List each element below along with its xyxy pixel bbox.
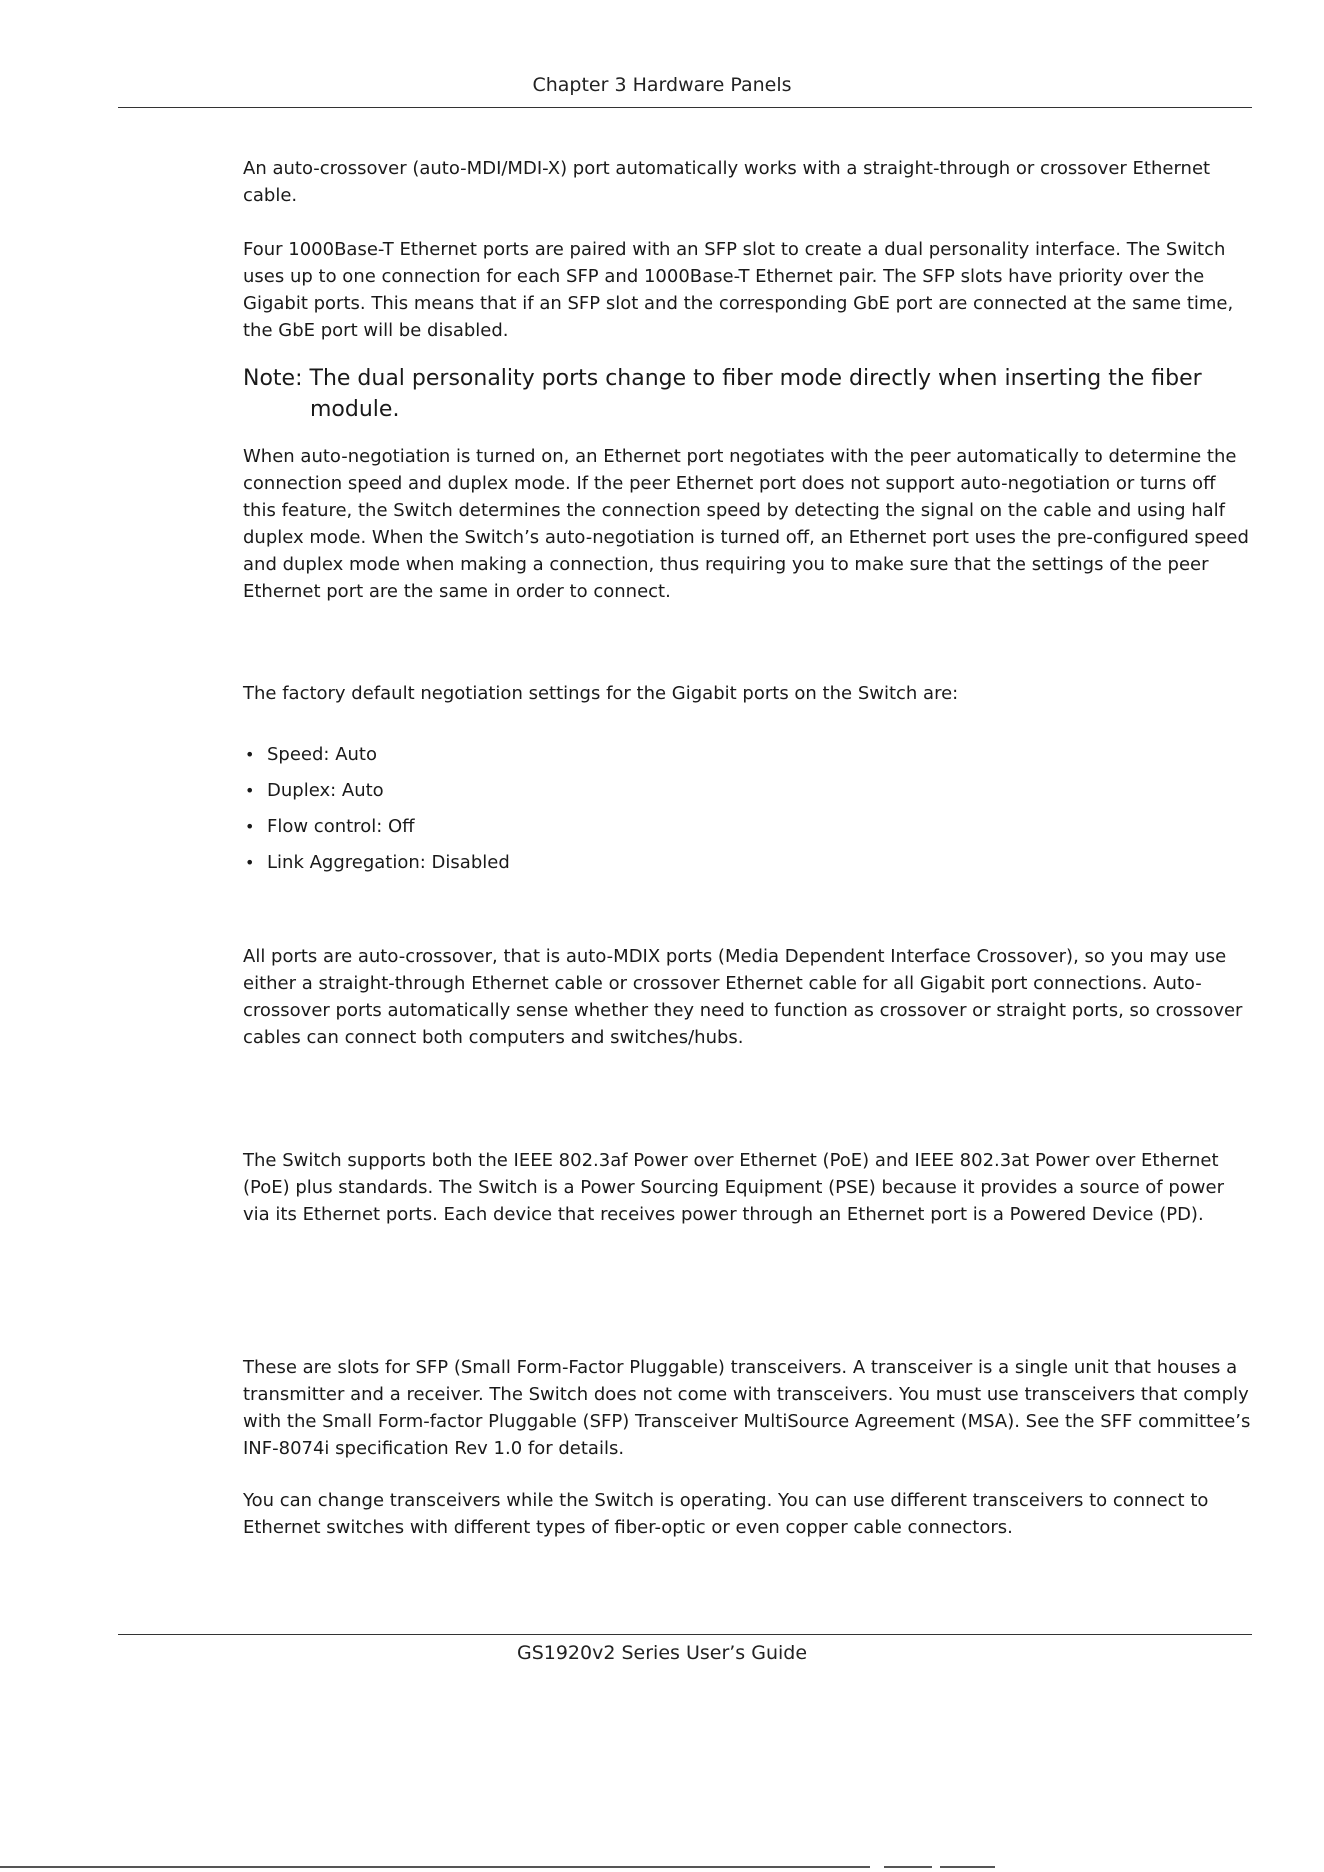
note-label: Note: — [243, 366, 303, 391]
list-item: • Flow control: Off — [243, 809, 1143, 845]
footer-rule — [118, 1634, 1252, 1635]
note-text-line2: module. — [310, 397, 400, 422]
paragraph-auto-mdix: All ports are auto-crossover, that is auto-MDIX ports (Media Dependent Interface Crossover), so you may use either a straight-through Ethernet cable or crossover Ethernet cable for all Gigabit port connections. Auto-crossover ports automatically sense whether they need to function as crossover or straight ports, so crossover cables can connect both computers and switches/hubs. — [243, 946, 1243, 1048]
note-dual-personality — [243, 363, 1253, 425]
paragraph-default-settings: The factory default negotiation settings for the Gigabit ports on the Switch are: — [243, 683, 959, 704]
paragraph-auto-negotiation: When auto-negotiation is turned on, an Ethernet port negotiates with the peer automatically to determine the connection speed and duplex mode. If the peer Ethernet port does not support auto-negotiation or turns off this feature, the Switch determines the connection speed by detecting the signal on the cable and using half duplex mode. When the Switch’s auto-negotiation is turned off, an Ethernet port uses the pre-configured speed and duplex mode when making a connection, thus requiring you to make sure that the settings of the peer Ethernet port are the same in order to connect. — [243, 446, 1249, 602]
default-settings-list — [243, 737, 1143, 881]
list-item: • Link Aggregation: Disabled — [243, 845, 1143, 881]
paragraph-dual-personality: Four 1000Base-T Ethernet ports are paired with an SFP slot to create a dual personality interface. The Switch uses up to one connection for each SFP and 1000Base-T Ethernet pair. The SFP slots have priority over the Gigabit ports. This means that if an SFP slot and the corresponding GbE port are connected at the same time, the GbE port will be disabled. — [243, 239, 1234, 341]
scan-edge-line — [940, 1866, 995, 1868]
page-header: Chapter 3 Hardware Panels — [532, 74, 792, 96]
header-rule — [118, 107, 1252, 108]
paragraph-sfp-slots: These are slots for SFP (Small Form-Factor Pluggable) transceivers. A transceiver is a single unit that houses a transmitter and a receiver. The Switch does not come with transceivers. You must use transceivers that comply with the Small Form-factor Pluggable (SFP) Transceiver MultiSource Agreement (MSA). See the SFF committee’s INF-8074i specification Rev 1.0 for details. — [243, 1357, 1251, 1459]
page-footer: GS1920v2 Series User’s Guide — [516, 1642, 808, 1664]
note-text-line1: The dual personality ports change to fiber mode directly when inserting the fiber — [309, 366, 1202, 391]
paragraph-auto-crossover-intro: An auto-crossover (auto-MDI/MDI-X) port automatically works with a straight-through or crossover Ethernet cable. — [243, 158, 1211, 206]
list-item: • Speed: Auto — [243, 737, 1143, 773]
paragraph-transceivers: You can change transceivers while the Switch is operating. You can use different transceivers to connect to Ethernet switches with different types of fiber-optic or even copper cable connectors. — [243, 1490, 1209, 1538]
paragraph-poe: The Switch supports both the IEEE 802.3af Power over Ethernet (PoE) and IEEE 802.3at Power over Ethernet (PoE) plus standards. The Switch is a Power Sourcing Equipment (PSE) because it provides a source of power via its Ethernet ports. Each device that receives power through an Ethernet port is a Powered Device (PD). — [243, 1150, 1224, 1225]
list-item: • Duplex: Auto — [243, 773, 1143, 809]
scan-edge-line — [0, 1866, 870, 1868]
scan-edge-line — [884, 1866, 932, 1868]
